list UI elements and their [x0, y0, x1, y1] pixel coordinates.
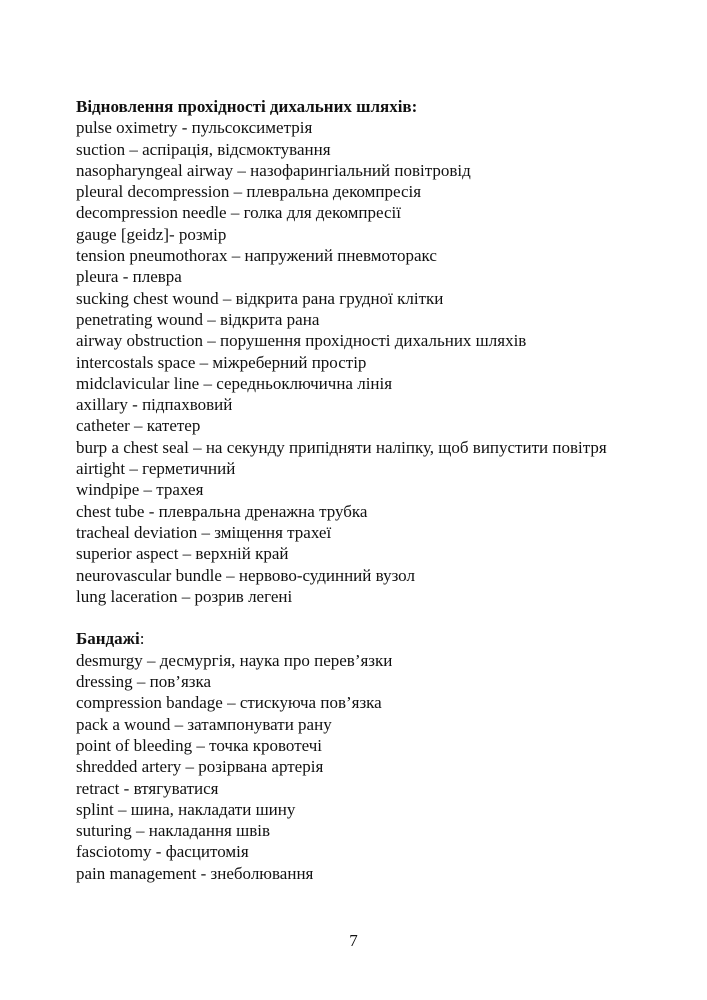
glossary-entry: airtight – герметичний: [76, 459, 236, 479]
section-heading: [76, 628, 636, 649]
section-heading-text: Бандажі: [76, 629, 140, 649]
glossary-entry: pleura - плевра: [76, 267, 182, 287]
glossary-entry: fasciotomy - фасцитомія: [76, 842, 249, 862]
glossary-entry: shredded artery – розірвана артерія: [76, 757, 324, 777]
section-airway: [76, 96, 636, 607]
glossary-entry: lung laceration – розрив легені: [76, 586, 293, 606]
glossary-entry: decompression needle – голка для декомпресії: [76, 203, 401, 223]
glossary-entry: splint – шина, накладати шину: [76, 799, 296, 819]
glossary-entry: gauge [geidz]- розмір: [76, 224, 227, 244]
glossary-entry: chest tube - плевральна дренажна трубка: [76, 501, 368, 521]
glossary-entry: point of bleeding – точка кровотечі: [76, 735, 323, 755]
glossary-entry: desmurgy – десмургія, наука про перев’язки: [76, 650, 393, 670]
glossary-entry: sucking chest wound – відкрита рана грудної клітки: [76, 288, 444, 308]
section-bandages: [76, 628, 636, 884]
glossary-entry: tension pneumothorax – напружений пневмоторакс: [76, 246, 437, 266]
section-heading: [76, 96, 636, 117]
glossary-entry: tracheal deviation – зміщення трахеї: [76, 522, 332, 542]
glossary-list: [76, 117, 636, 607]
section-spacer: [76, 607, 636, 628]
glossary-entry: penetrating wound – відкрита рана: [76, 309, 320, 329]
document-body: [76, 96, 636, 884]
glossary-entry: windpipe – трахея: [76, 480, 204, 500]
glossary-entry: pulse oximetry - пульсоксиметрія: [76, 118, 313, 138]
glossary-entry: suction – аспірація, відсмоктування: [76, 139, 331, 159]
glossary-entry: intercostals space – міжреберний простір: [76, 352, 367, 372]
glossary-entry: compression bandage – стискуюча пов’язка: [76, 693, 382, 713]
glossary-entry: airway obstruction – порушення прохідності дихальних шляхів: [76, 331, 527, 351]
glossary-entry: burp a chest seal – на секунду припідняти наліпку, щоб випустити повітря: [76, 437, 607, 457]
page-number: 7: [349, 931, 358, 950]
glossary-entry: axillary - підпахвовий: [76, 395, 233, 415]
glossary-entry: midclavicular line – середньоключична лінія: [76, 373, 393, 393]
glossary-entry: dressing – пов’язка: [76, 672, 212, 692]
glossary-entry: neurovascular bundle – нервово-судинний вузол: [76, 565, 415, 585]
glossary-entry: pleural decompression – плевральна декомпресія: [76, 182, 422, 202]
glossary-entry: pain management - знеболювання: [76, 863, 314, 883]
section-heading-text: Відновлення прохідності дихальних шляхів:: [76, 97, 418, 116]
glossary-entry: retract - втягуватися: [76, 778, 219, 798]
glossary-entry: suturing – накладання швів: [76, 821, 270, 841]
glossary-list: [76, 650, 636, 884]
glossary-entry: superior aspect – верхній край: [76, 544, 289, 564]
section-heading-colon: :: [139, 629, 145, 649]
glossary-entry: pack a wound – затампонувати рану: [76, 714, 332, 734]
glossary-entry: catheter – катетер: [76, 416, 201, 436]
glossary-entry: nasopharyngeal airway – назофарингіальний повітровід: [76, 160, 471, 180]
